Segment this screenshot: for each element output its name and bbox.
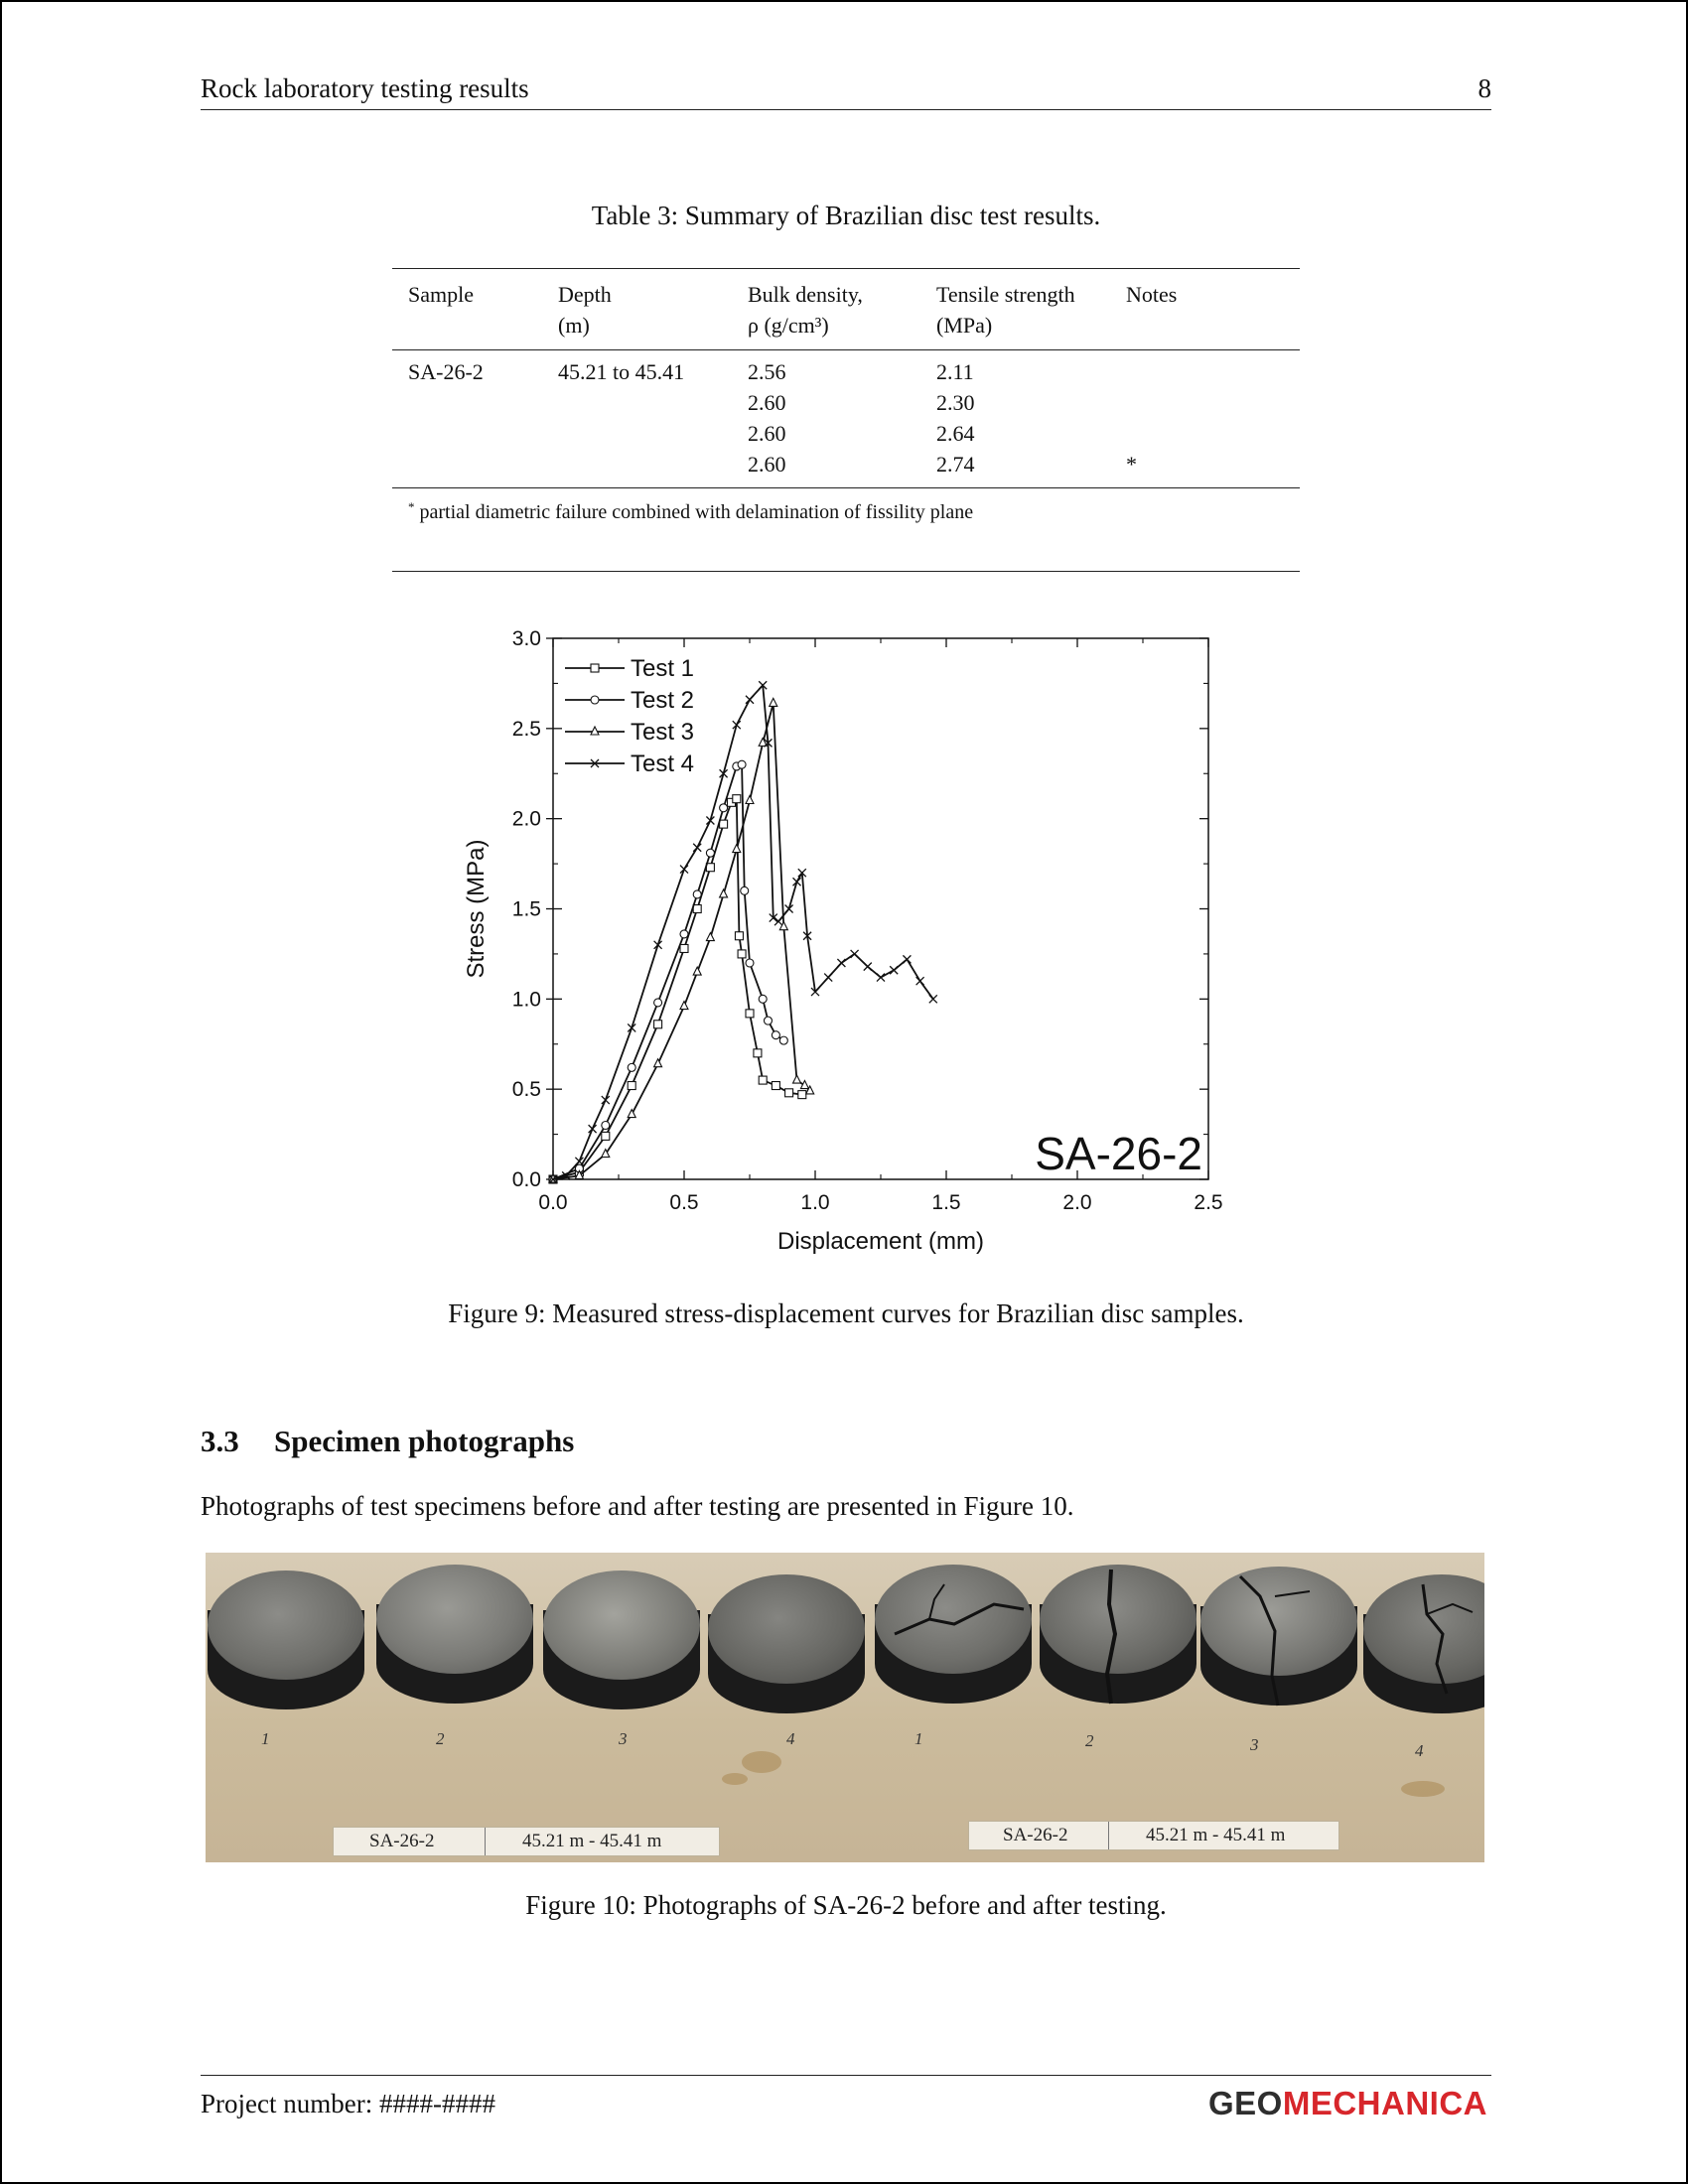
table-header-rule [392,349,1300,350]
table-col-density [748,279,863,341]
specimen-disc-cracked [1040,1565,1196,1713]
y-tick-label: 2.5 [511,717,541,741]
y-tick-label: 0.0 [511,1168,541,1191]
specimen-number: 4 [1415,1741,1424,1760]
data-point [720,820,728,828]
chart-ylabel: Stress (MPa) [463,839,490,979]
table-cell: 2.11 [936,359,974,384]
specimen-number: 1 [261,1729,270,1748]
specimen-number: 1 [914,1729,923,1748]
table-cell [558,418,684,449]
specimen-photograph [206,1553,1484,1862]
table-body-depth [558,356,684,479]
tag-depth: 45.21 m - 45.41 m [1146,1825,1286,1845]
data-point [680,866,688,874]
data-point [654,999,662,1007]
data-point [706,933,714,941]
table-cell: * [1126,452,1137,477]
table-cell: 2.64 [936,421,975,446]
table-cell [558,449,684,479]
data-point [693,967,701,975]
data-point [654,1059,662,1067]
table-cell: 2.60 [748,421,786,446]
legend-entry [565,751,694,777]
legend-label: Test 4 [631,751,695,777]
header-title: Rock laboratory testing results [201,73,529,103]
table-cell [558,387,684,418]
table-cell [408,387,484,418]
data-point [770,698,777,706]
legend-label: Test 3 [631,719,695,746]
table-cell [1126,356,1137,387]
body-paragraph: Photographs of test specimens before and after testing are presented in Figure 10. [201,1491,1074,1521]
data-point [877,974,885,982]
data-point [693,844,701,852]
data-point [798,1091,806,1099]
table-cell: 2.56 [748,359,786,384]
data-point [746,796,754,804]
table-col-strength [936,279,1075,341]
data-point [706,849,714,857]
stain [742,1751,781,1773]
table-cell [408,449,484,479]
tag-depth: 45.21 m - 45.41 m [522,1831,662,1851]
legend-entry [565,655,694,682]
table-body-sample [408,356,484,479]
data-point [793,1075,801,1083]
data-point [851,950,859,958]
table-cell: 2.60 [748,452,786,477]
data-point [824,974,832,982]
table-header-depth-unit: (m) [558,313,590,338]
data-point [754,1049,762,1057]
data-point [602,1096,610,1104]
specimen-number: 2 [436,1729,445,1748]
legend-entry [565,687,694,714]
data-point [759,995,767,1003]
table-header-notes: Notes [1126,282,1178,307]
data-point [837,959,845,967]
sample-tag [968,1821,1339,1850]
table-body-density [748,356,786,479]
data-point [764,1017,772,1024]
data-point [720,889,728,897]
specimen-number: 4 [786,1729,795,1748]
table-cell: 2.74 [936,452,975,477]
table-cell: 2.30 [936,390,975,415]
specimen-disc-cracked [1200,1567,1357,1715]
data-point [738,760,746,768]
table-cell [1126,387,1137,418]
specimen-disc [208,1570,364,1719]
specimen-number: 2 [1085,1731,1094,1750]
sample-tag [333,1827,720,1856]
y-tick-label: 1.0 [511,988,541,1012]
table-header-strength-unit: (MPa) [936,313,993,338]
data-point [779,1036,787,1044]
photo-after [845,1553,1484,1862]
data-point [693,905,701,913]
project-number: Project number: ####-#### [201,2089,495,2118]
specimen-disc [376,1565,533,1713]
series-line [553,799,802,1179]
specimen-number: 3 [619,1729,628,1748]
data-point [759,1076,767,1084]
table-body-strength [936,356,975,479]
data-point [916,977,924,985]
data-point [733,845,741,853]
footer-rule [201,2075,1491,2076]
x-tick-label: 2.0 [1062,1191,1092,1214]
table-header-sample: Sample [408,282,474,307]
legend-marker [591,727,599,735]
specimen-disc [708,1574,865,1723]
table-body-notes [1126,356,1137,479]
data-point [903,955,911,963]
data-point [628,1063,635,1071]
tag-sample: SA-26-2 [1003,1825,1068,1845]
data-point [772,1031,779,1039]
chart-annotation: SA-26-2 [1035,1128,1202,1179]
data-point [929,995,937,1003]
stress-displacement-chart [454,622,1238,1278]
photo-before [206,1553,845,1862]
y-tick-label: 1.5 [511,897,541,921]
chart-legend [565,655,694,777]
table-header-density: Bulk density, [748,282,863,307]
x-tick-label: 0.5 [669,1191,699,1214]
data-point [693,890,701,898]
footnote-text: partial diametric failure combined with delamination of fissility plane [419,501,974,523]
data-point [738,950,746,958]
data-point [741,887,749,894]
x-tick-label: 2.5 [1194,1191,1223,1214]
y-tick-label: 2.0 [511,807,541,831]
page-number: 8 [1477,73,1491,103]
chart-series [549,681,937,1183]
specimen-disc-cracked [875,1565,1032,1713]
running-header [201,69,1491,110]
table-header-depth: Depth [558,282,612,307]
table-col-depth [558,279,612,341]
x-tick-label: 0.0 [538,1191,568,1214]
results-table [392,268,1300,572]
data-point [890,966,898,974]
data-point [733,795,741,803]
legend-label: Test 2 [631,687,695,714]
table-footnote-rule [392,487,1300,488]
x-tick-label: 1.0 [800,1191,830,1214]
legend-label: Test 1 [631,655,695,682]
data-point [746,696,754,704]
tag-sample: SA-26-2 [369,1831,435,1851]
data-point [746,959,754,967]
table-cell: 2.60 [748,390,786,415]
specimen-number: 3 [1250,1735,1259,1754]
table-header-strength: Tensile strength [936,282,1075,307]
data-point [735,932,743,940]
table-cell: SA-26-2 [408,359,484,384]
data-point [785,1089,793,1097]
section-title: Specimen photographs [274,1424,575,1458]
data-point [772,1082,779,1090]
data-point [589,1125,597,1133]
legend-marker [591,664,599,672]
table-footnote [408,499,973,524]
footnote-mark: * [408,499,415,514]
legend-entry [565,719,694,746]
table-caption: Table 3: Summary of Brazilian disc test results. [591,201,1101,230]
data-point [864,963,872,971]
series-line [553,764,783,1179]
data-point [628,1082,635,1090]
table-col-notes [1126,279,1177,341]
table-header-density-unit: ρ (g/cm³) [748,313,829,338]
table-cell [1126,418,1137,449]
data-point [720,804,728,812]
table-col-sample [408,279,474,341]
chart-axes [512,627,1223,1214]
data-point [654,1021,662,1028]
specimen-disc-cracked [1363,1574,1484,1723]
data-point [680,944,688,952]
y-tick-label: 0.5 [511,1078,541,1102]
logo-part-geo: GEO [1207,2085,1283,2121]
series-1 [549,795,806,1183]
stain [722,1773,748,1785]
section-number: 3.3 [201,1424,239,1458]
data-point [680,930,688,938]
stain [1401,1781,1445,1797]
table-header-notes-2 [1126,310,1177,341]
logo-part-mechanica: MECHANICA [1282,2085,1487,2121]
section-heading [201,1424,574,1459]
data-point [602,1122,610,1130]
data-point [680,1002,688,1010]
table-cell [408,418,484,449]
legend-marker [591,696,599,704]
data-point [602,1132,610,1140]
data-point [746,1010,754,1018]
table-cell: 45.21 to 45.41 [558,359,685,384]
series-2 [549,760,787,1183]
figure10-caption: Figure 10: Photographs of SA-26-2 before and after testing. [525,1890,1167,1920]
company-logo [1208,2085,1487,2122]
figure9-caption: Figure 9: Measured stress-displacement curves for Brazilian disc samples. [448,1298,1244,1328]
table-header-sample-2 [408,310,474,341]
y-tick-label: 3.0 [511,627,541,650]
data-point [774,917,782,925]
specimen-disc [543,1570,700,1719]
x-tick-label: 1.5 [931,1191,961,1214]
chart-xlabel: Displacement (mm) [776,1228,985,1255]
